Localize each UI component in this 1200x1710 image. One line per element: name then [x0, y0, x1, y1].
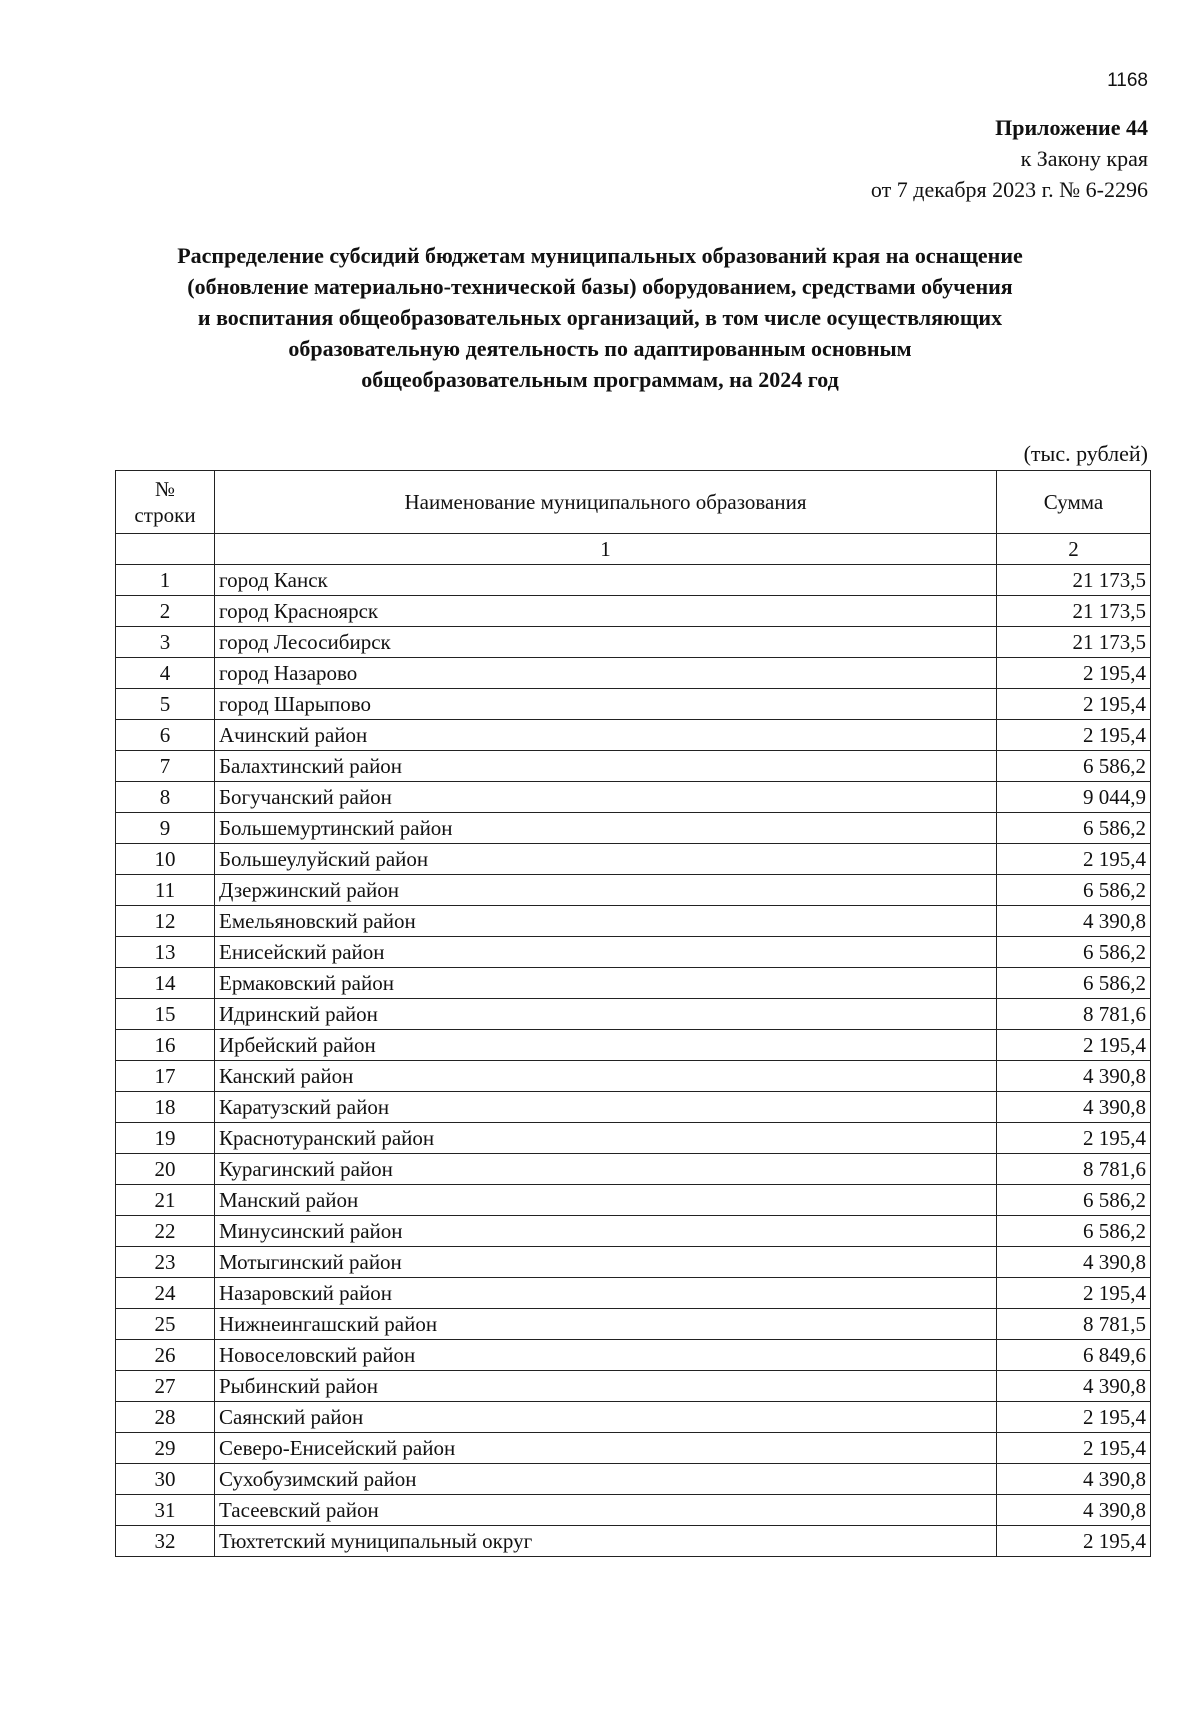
subsidy-amount: 8 781,6: [997, 999, 1151, 1030]
municipality-name: Каратузский район: [215, 1092, 997, 1123]
header-row-number: [116, 471, 215, 534]
row-number: 4: [116, 658, 215, 689]
subsidy-amount: 2 195,4: [997, 720, 1151, 751]
municipality-name: Канский район: [215, 1061, 997, 1092]
table-row: [116, 1185, 1151, 1216]
row-number: 28: [116, 1402, 215, 1433]
subsidy-amount: 8 781,5: [997, 1309, 1151, 1340]
subsidy-amount: 6 586,2: [997, 968, 1151, 999]
title-line: (обновление материально-технической базы) оборудованием, средствами обучения: [187, 274, 1013, 299]
row-number: 14: [116, 968, 215, 999]
document-title: [100, 240, 1100, 395]
table-row: [116, 1154, 1151, 1185]
row-number: 5: [116, 689, 215, 720]
table-row: [116, 565, 1151, 596]
subsidy-amount: 6 586,2: [997, 1185, 1151, 1216]
header-sum: Сумма: [997, 471, 1151, 534]
title-line: Распределение субсидий бюджетам муниципальных образований края на оснащение: [177, 243, 1023, 268]
subsidy-amount: 2 195,4: [997, 658, 1151, 689]
table-row: [116, 1030, 1151, 1061]
row-number: 13: [116, 937, 215, 968]
row-number: 29: [116, 1433, 215, 1464]
table-row: [116, 751, 1151, 782]
row-number: 2: [116, 596, 215, 627]
municipality-name: Большемуртинский район: [215, 813, 997, 844]
column-index-empty: [116, 534, 215, 565]
appendix-title: Приложение 44: [995, 115, 1148, 140]
row-number: 30: [116, 1464, 215, 1495]
row-number: 21: [116, 1185, 215, 1216]
row-number: 7: [116, 751, 215, 782]
table-row: [116, 844, 1151, 875]
municipality-name: город Канск: [215, 565, 997, 596]
subsidy-amount: 8 781,6: [997, 1154, 1151, 1185]
row-number: 26: [116, 1340, 215, 1371]
subsidy-amount: 6 586,2: [997, 937, 1151, 968]
municipality-name: Северо-Енисейский район: [215, 1433, 997, 1464]
subsidy-amount: 4 390,8: [997, 1495, 1151, 1526]
row-number: 10: [116, 844, 215, 875]
table-row: [116, 1371, 1151, 1402]
municipality-name: Емельяновский район: [215, 906, 997, 937]
table-row: [116, 1278, 1151, 1309]
subsidy-amount: 4 390,8: [997, 1464, 1151, 1495]
row-number: 23: [116, 1247, 215, 1278]
subsidy-amount: 2 195,4: [997, 1030, 1151, 1061]
row-number: 31: [116, 1495, 215, 1526]
table-row: [116, 1340, 1151, 1371]
row-number: 19: [116, 1123, 215, 1154]
subsidy-amount: 6 586,2: [997, 1216, 1151, 1247]
municipality-name: Дзержинский район: [215, 875, 997, 906]
municipality-name: Тасеевский район: [215, 1495, 997, 1526]
header-num-word: строки: [134, 503, 196, 527]
table-row: [116, 1216, 1151, 1247]
subsidy-amount: 6 586,2: [997, 875, 1151, 906]
subsidy-amount: 2 195,4: [997, 844, 1151, 875]
row-number: 3: [116, 627, 215, 658]
subsidy-amount: 4 390,8: [997, 1371, 1151, 1402]
subsidy-table: [115, 470, 1151, 1557]
table-row: [116, 658, 1151, 689]
municipality-name: город Красноярск: [215, 596, 997, 627]
appendix-law-ref: к Закону края: [1020, 146, 1148, 171]
municipality-name: Саянский район: [215, 1402, 997, 1433]
subsidy-amount: 2 195,4: [997, 1402, 1151, 1433]
title-line: и воспитания общеобразовательных организаций, в том числе осуществляющих: [197, 305, 1003, 330]
municipality-name: Идринский район: [215, 999, 997, 1030]
municipality-name: город Шарыпово: [215, 689, 997, 720]
municipality-name: Енисейский район: [215, 937, 997, 968]
table-row: [116, 999, 1151, 1030]
row-number: 6: [116, 720, 215, 751]
table-row: [116, 782, 1151, 813]
municipality-name: Краснотуранский район: [215, 1123, 997, 1154]
subsidy-amount: 2 195,4: [997, 1433, 1151, 1464]
row-number: 27: [116, 1371, 215, 1402]
municipality-name: Богучанский район: [215, 782, 997, 813]
municipality-name: Ермаковский район: [215, 968, 997, 999]
row-number: 12: [116, 906, 215, 937]
municipality-name: Новоселовский район: [215, 1340, 997, 1371]
municipality-name: Минусинский район: [215, 1216, 997, 1247]
units-label: (тыс. рублей): [1023, 441, 1148, 466]
subsidy-amount: 2 195,4: [997, 1526, 1151, 1557]
row-number: 32: [116, 1526, 215, 1557]
municipality-name: Рыбинский район: [215, 1371, 997, 1402]
subsidy-amount: 6 586,2: [997, 813, 1151, 844]
row-number: 15: [116, 999, 215, 1030]
header-num-symbol: №: [154, 477, 176, 501]
subsidy-amount: 21 173,5: [997, 565, 1151, 596]
table-row: [116, 1092, 1151, 1123]
table-row: [116, 1526, 1151, 1557]
row-number: 22: [116, 1216, 215, 1247]
municipality-name: город Назарово: [215, 658, 997, 689]
municipality-name: Сухобузимский район: [215, 1464, 997, 1495]
table-row: [116, 1247, 1151, 1278]
subsidy-amount: 2 195,4: [997, 689, 1151, 720]
subsidy-amount: 6 849,6: [997, 1340, 1151, 1371]
row-number: 1: [116, 565, 215, 596]
subsidy-amount: 21 173,5: [997, 627, 1151, 658]
subsidy-amount: 2 195,4: [997, 1278, 1151, 1309]
table-row: [116, 1123, 1151, 1154]
table-row: [116, 689, 1151, 720]
table-header-row: [116, 471, 1151, 534]
table-row: [116, 596, 1151, 627]
row-number: 17: [116, 1061, 215, 1092]
subsidy-amount: 4 390,8: [997, 1092, 1151, 1123]
subsidy-amount: 6 586,2: [997, 751, 1151, 782]
table-row: [116, 720, 1151, 751]
table-row: [116, 1433, 1151, 1464]
row-number: 18: [116, 1092, 215, 1123]
municipality-name: Нижнеингашский район: [215, 1309, 997, 1340]
municipality-name: Манский район: [215, 1185, 997, 1216]
subsidy-amount: 4 390,8: [997, 906, 1151, 937]
table-row: [116, 1464, 1151, 1495]
column-index-name: 1: [215, 534, 997, 565]
municipality-name: Тюхтетский муниципальный округ: [215, 1526, 997, 1557]
municipality-name: город Лесосибирск: [215, 627, 997, 658]
table-row: [116, 937, 1151, 968]
subsidy-amount: 2 195,4: [997, 1123, 1151, 1154]
municipality-name: Ачинский район: [215, 720, 997, 751]
appendix-law-date: от 7 декабря 2023 г. № 6-2296: [870, 177, 1148, 202]
municipality-name: Курагинский район: [215, 1154, 997, 1185]
table-row: [116, 1495, 1151, 1526]
title-line: общеобразовательным программам, на 2024 год: [361, 367, 839, 392]
subsidy-amount: 4 390,8: [997, 1247, 1151, 1278]
municipality-name: Большеулуйский район: [215, 844, 997, 875]
table-row: [116, 1309, 1151, 1340]
table-column-index-row: [116, 534, 1151, 565]
municipality-name: Мотыгинский район: [215, 1247, 997, 1278]
municipality-name: Назаровский район: [215, 1278, 997, 1309]
row-number: 16: [116, 1030, 215, 1061]
row-number: 8: [116, 782, 215, 813]
row-number: 11: [116, 875, 215, 906]
row-number: 9: [116, 813, 215, 844]
header-municipality-name: Наименование муниципального образования: [215, 471, 997, 534]
table-row: [116, 627, 1151, 658]
subsidy-amount: 9 044,9: [997, 782, 1151, 813]
column-index-sum: 2: [997, 534, 1151, 565]
appendix-block: [871, 112, 1148, 205]
table-body: [116, 565, 1151, 1557]
subsidy-amount: 21 173,5: [997, 596, 1151, 627]
table-row: [116, 1402, 1151, 1433]
municipality-name: Балахтинский район: [215, 751, 997, 782]
table-row: [116, 1061, 1151, 1092]
table-row: [116, 813, 1151, 844]
subsidy-amount: 4 390,8: [997, 1061, 1151, 1092]
page-number: 1168: [1107, 70, 1148, 91]
table-row: [116, 906, 1151, 937]
table-row: [116, 875, 1151, 906]
row-number: 20: [116, 1154, 215, 1185]
row-number: 24: [116, 1278, 215, 1309]
municipality-name: Ирбейский район: [215, 1030, 997, 1061]
table-row: [116, 968, 1151, 999]
row-number: 25: [116, 1309, 215, 1340]
title-line: образовательную деятельность по адаптированным основным: [288, 336, 912, 361]
